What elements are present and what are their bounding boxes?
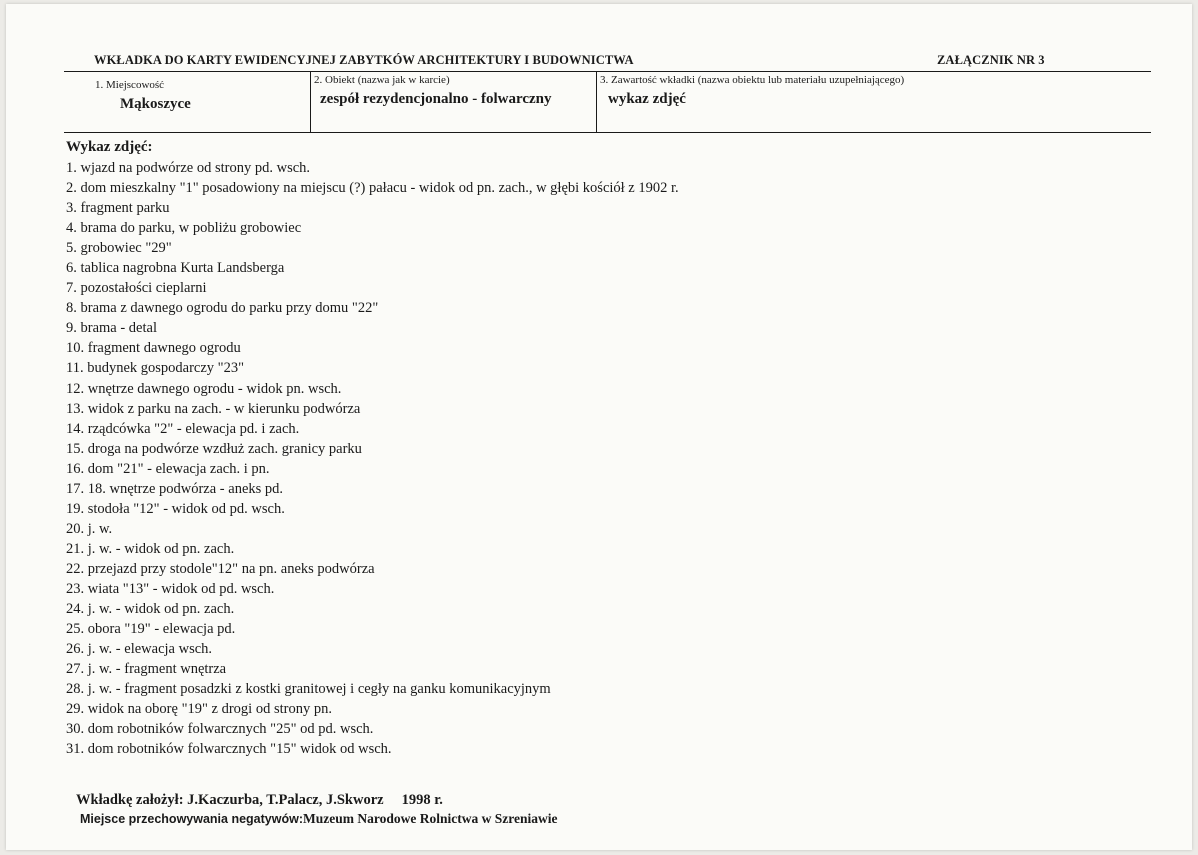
list-item: 11. budynek gospodarczy "23": [66, 360, 245, 377]
document-sheet: [6, 4, 1192, 850]
list-item: 9. brama - detal: [66, 320, 157, 337]
list-item: 27. j. w. - fragment wnętrza: [66, 661, 227, 678]
footer-storage-label: Miejsce przechowywania negatywów:: [80, 812, 303, 826]
list-item: 19. stodoła "12" - widok od pd. wsch.: [66, 500, 285, 517]
list-item: 10. fragment dawnego ogrodu: [66, 340, 241, 357]
list-item: 28. j. w. - fragment posadzki z kostki granitowej i cegły na ganku komunikacyjnym: [66, 681, 551, 698]
footer-author: [76, 792, 443, 809]
list-item: 21. j. w. - widok od pn. zach.: [66, 540, 235, 557]
list-item: 24. j. w. - widok od pn. zach.: [66, 601, 235, 618]
field-contents-label: 3. Zawartość wkładki (nazwa obiektu lub materiału uzupełniającego): [600, 74, 905, 86]
list-item: 8. brama z dawnego ogrodu do parku przy domu "22": [66, 300, 379, 317]
list-item: 5. grobowiec "29": [66, 240, 172, 257]
field-object-label: 2. Obiekt (nazwa jak w karcie): [314, 74, 450, 86]
list-item: 1. wjazd na podwórze od strony pd. wsch.: [66, 160, 311, 176]
photo-list: [66, 158, 679, 759]
list-item: 6. tablica nagrobna Kurta Landsberga: [66, 260, 285, 277]
footer-year: 1998 r.: [401, 792, 443, 808]
list-item: 3. fragment parku: [66, 200, 170, 217]
form-fields-table: [64, 71, 1151, 133]
photo-list-title: Wykaz zdjęć:: [66, 139, 153, 155]
list-item: 31. dom robotników folwarcznych "15" widok od wsch.: [66, 741, 392, 758]
list-item: 23. wiata "13" - widok od pd. wsch.: [66, 580, 275, 597]
field-object: [310, 72, 552, 132]
list-item: 16. dom "21" - elewacja zach. i pn.: [66, 460, 270, 477]
list-item: 30. dom robotników folwarcznych "25" od pd. wsch.: [66, 721, 374, 738]
list-item: 17. 18. wnętrze podwórza - aneks pd.: [66, 480, 284, 497]
field-object-value: zespół rezydencjonalno - folwarczny: [320, 91, 552, 107]
list-item: 13. widok z parku na zach. - w kierunku podwórza: [66, 400, 361, 417]
document-header: [94, 53, 1154, 68]
footer-author-text: Wkładkę założył: J.Kaczurba, T.Palacz, J.Skworz: [76, 792, 384, 808]
list-item: 7. pozostałości cieplarni: [66, 280, 207, 297]
footer-storage: [80, 811, 557, 827]
list-item: 12. wnętrze dawnego ogrodu - widok pn. wsch.: [66, 380, 342, 397]
annex-number: ZAŁĄCZNIK NR 3: [937, 53, 1045, 67]
list-item: 25. obora "19" - elewacja pd.: [66, 621, 236, 638]
list-item: 20. j. w.: [66, 520, 113, 537]
list-item: 22. przejazd przy stodole"12" na pn. aneks podwórza: [66, 560, 375, 577]
footer-storage-value: Muzeum Narodowe Rolnictwa w Szreniawie: [302, 811, 558, 826]
list-item: 4. brama do parku, w pobliżu grobowiec: [66, 220, 302, 237]
field-contents-value: wykaz zdjęć: [608, 91, 686, 107]
field-locality-label: 1. Miejscowość: [95, 79, 165, 91]
list-item: 2. dom mieszkalny "1" posadowiony na miejscu (?) pałacu - widok od pn. zach., w głębi kościół z 1902 r.: [66, 180, 679, 197]
field-locality-value: Mąkoszyce: [120, 96, 191, 112]
list-item: 15. droga na podwórze wzdłuż zach. granicy parku: [66, 440, 362, 457]
list-item: 29. widok na oborę "19" z drogi od strony pn.: [66, 701, 332, 718]
field-contents: [596, 72, 905, 132]
document-title: WKŁADKA DO KARTY EWIDENCYJNEJ ZABYTKÓW ARCHITEKTURY I BUDOWNICTWA: [94, 53, 634, 67]
list-item: 26. j. w. - elewacja wsch.: [66, 641, 213, 658]
list-item: 14. rządcówka "2" - elewacja pd. i zach.: [66, 420, 300, 437]
